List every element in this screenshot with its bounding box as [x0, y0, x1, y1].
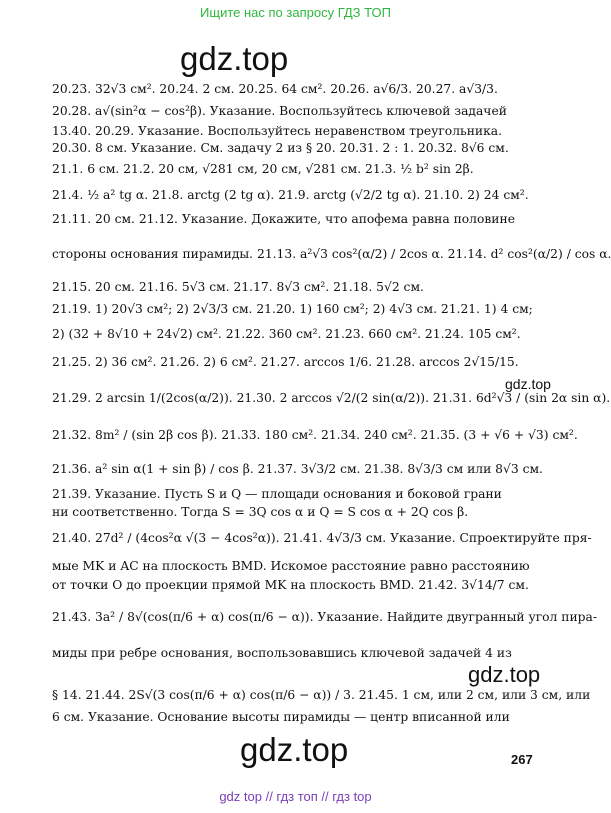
search-banner: Ищите нас по запросу ГДЗ ТОП: [200, 5, 391, 20]
answer-line: ни соответственно. Тогда S = 3Q cos α и Q = S cos α + 2Q cos β.: [52, 505, 469, 519]
answer-line: 20.23. 32√3 см². 20.24. 2 см. 20.25. 64 см². 20.26. a√6/3. 20.27. a√3/3.: [52, 82, 498, 96]
answer-line: 21.40. 27d² / (4cos²α √(3 − 4cos²α)). 21.41. 4√3/3 см. Указание. Спроектируйте пря-: [52, 531, 592, 545]
watermark: gdz.top: [505, 376, 551, 392]
watermark: gdz.top: [240, 731, 349, 768]
answer-line: 21.1. 6 см. 21.2. 20 см, √281 см, 20 см, √281 см. 21.3. ½ b² sin 2β.: [52, 162, 474, 176]
footer-text: gdz top // гдз топ // гдз top: [219, 789, 372, 804]
answer-line: § 14. 21.44. 2S√(3 cos(π/6 + α) cos(π/6 − α)) / 3. 21.45. 1 см, или 2 см, или 3 см, или: [52, 688, 591, 702]
answer-line: 21.36. a² sin α(1 + sin β) / cos β. 21.37. 3√3/2 см. 21.38. 8√3/3 см или 8√3 см.: [52, 462, 543, 476]
answer-line: 13.40. 20.29. Указание. Воспользуйтесь неравенством треугольника.: [52, 124, 503, 138]
watermark: gdz.top: [180, 40, 289, 77]
answer-line: миды при ребре основания, воспользовавшись ключевой задачей 4 из: [52, 646, 512, 660]
answer-line: 21.29. 2 arcsin 1/(2cos(α/2)). 21.30. 2 arccos √2/(2 sin(α/2)). 21.31. 6d²√3 / (sin 2α sin α).: [52, 391, 611, 405]
answer-line: стороны основания пирамиды. 21.13. a²√3 cos²(α/2) / 2cos α. 21.14. d² cos²(α/2) / cos α.: [52, 247, 611, 261]
answer-line: 21.43. 3a² / 8√(cos(π/6 + α) cos(π/6 − α)). Указание. Найдите двугранный угол пира-: [52, 610, 598, 624]
answer-line: 21.25. 2) 36 см². 21.26. 2) 6 см². 21.27. arccos 1/6. 21.28. arccos 2√15/15.: [52, 355, 519, 369]
answer-line: 21.4. ½ a² tg α. 21.8. arctg (2 tg α). 21.9. arctg (√2/2 tg α). 21.10. 2) 24 см².: [52, 188, 529, 202]
answer-line: 20.28. a√(sin²α − cos²β). Указание. Воспользуйтесь ключевой задачей: [52, 104, 507, 118]
answer-line: 2) (32 + 8√10 + 24√2) см². 21.22. 360 см². 21.23. 660 см². 21.24. 105 см².: [52, 327, 521, 341]
page-number: 267: [511, 752, 533, 767]
answer-line: 6 см. Указание. Основание высоты пирамиды — центр вписанной или: [52, 710, 510, 724]
answer-line: 21.15. 20 см. 21.16. 5√3 см. 21.17. 8√3 см². 21.18. 5√2 см.: [52, 280, 424, 294]
answer-line: 21.11. 20 см. 21.12. Указание. Докажите, что апофема равна половине: [52, 212, 515, 226]
answer-line: от точки O до проекции прямой MK на плоскость BMD. 21.42. 3√14/7 см.: [52, 578, 529, 592]
answer-line: 20.30. 8 см. Указание. См. задачу 2 из § 20. 20.31. 2 : 1. 20.32. 8√6 см.: [52, 141, 509, 155]
answer-line: 21.39. Указание. Пусть S и Q — площади основания и боковой грани: [52, 487, 502, 501]
answer-line: мые MK и AC на плоскость BMD. Искомое расстояние равно расстоянию: [52, 559, 530, 573]
answer-line: 21.32. 8m² / (sin 2β cos β). 21.33. 180 см². 21.34. 240 см². 21.35. (3 + √6 + √3) см².: [52, 428, 578, 442]
answer-line: 21.19. 1) 20√3 см²; 2) 2√3/3 см. 21.20. 1) 160 см²; 2) 4√3 см. 21.21. 1) 4 см;: [52, 302, 533, 316]
watermark: gdz.top: [468, 662, 541, 687]
